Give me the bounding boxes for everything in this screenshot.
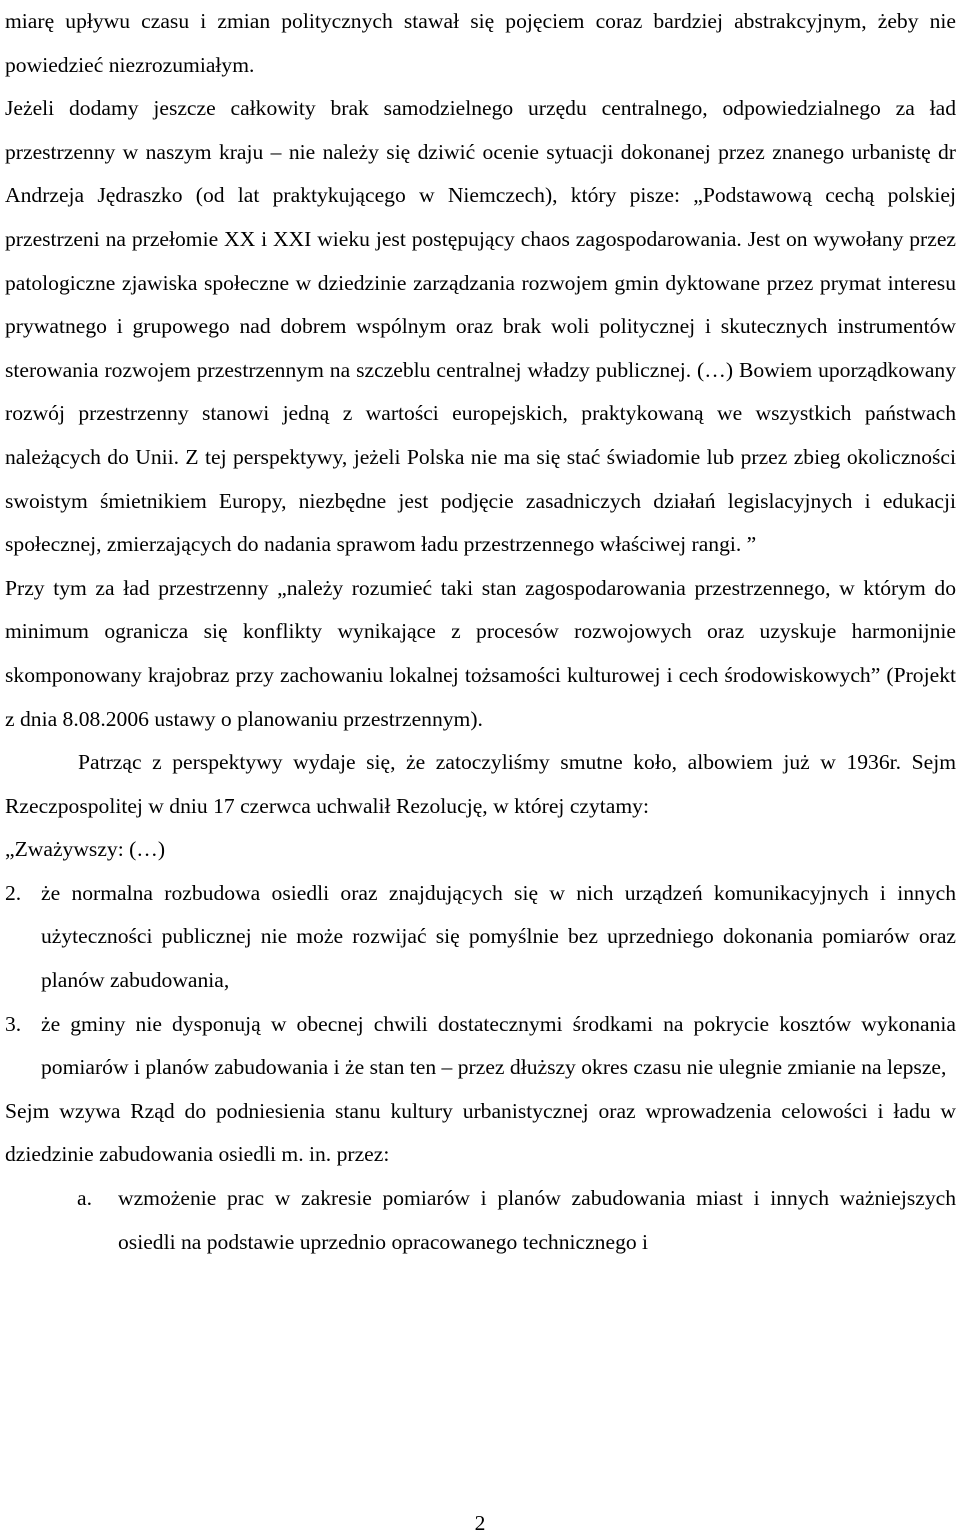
paragraph-spatial-order-definition: Przy tym za ład przestrzenny „należy rozumieć taki stan zagospodarowania przestrzennego, w którym do minimum ogranicza się konflikty wynikające z procesów rozwojowych oraz uzyskuje harmonijnie skomponowany krajobraz przy zachowaniu lokalnej tożsamości kulturowej i cech środowiskowych” (Projekt z dnia 8.08.2006 ustawy o planowaniu przestrzennym). (5, 575, 956, 731)
numbered-item-2 (5, 872, 956, 1003)
paragraph-considering: „Zważywszy: (…) (5, 837, 166, 862)
lettered-item-text: wzmożenie prac w zakresie pomiarów i planów zabudowania miast i innych ważniejszych osiedli na podstawie uprzednio opracowanego technicznego i (118, 1186, 956, 1254)
page-number: 2 (474, 1511, 486, 1535)
numbered-item-text: że normalna rozbudowa osiedli oraz znajdujących się w nich urządzeń komunikacyjnych i innych użyteczności publicznej nie może rozwijać się pomyślnie bez uprzedniego dokonania pomiarów oraz planów zabudowania, (41, 880, 956, 993)
numbered-item-marker: 3. (5, 1011, 22, 1036)
numbered-item-3 (5, 1003, 956, 1090)
numbered-item-marker: 2. (5, 880, 22, 905)
numbered-item-text: że gminy nie dysponują w obecnej chwili dostatecznymi środkami na pokrycie kosztów wykonania pomiarów i planów zabudowania i że stan ten – przez dłuższy okres czasu nie ulegnie zmianie na lepsze, (41, 1011, 956, 1080)
paragraph-quote-jedraszko: Jeżeli dodamy jeszcze całkowity brak samodzielnego urzędu centralnego, odpowiedzialnego za ład przestrzenny w naszym kraju – nie należy się dziwić ocenie sytuacji dokonanej przez znanego urbanistę dr Andrzeja Jędraszko (od lat praktykującego w Niemczech), który pisze: „Podstawową cechą polskiej przestrzeni na przełomie XX i XXI wieku jest postępujący chaos zagospodarowania. Jest on wywołany przez patologiczne zjawiska społeczne w dziedzinie zarządzania rozwojem gmin dyktowane przez prymat interesu prywatnego i grupowego nad dobrem wspólnym oraz brak woli politycznej i skutecznych instrumentów sterowania rozwojem przestrzennym na szczeblu centralnej władzy publicznej. (…) Bowiem uporządkowany rozwój przestrzenny stanowi jedną z wartości europejskich, praktykowaną we wszystkich państwach należących do Unii. Z tej perspektywy, jeżeli Polska nie ma się stać świadomie lub przez zbieg okoliczności swoistym śmietnikiem Europy, niezbędne jest podjęcie zasadniczych działań legislacyjnych i edukacji społecznej, zmierzających do nadania sprawom ładu przestrzennego właściwej rangi. ” (5, 96, 956, 557)
lettered-item-marker: a. (77, 1186, 92, 1211)
lettered-item-a (5, 1177, 956, 1264)
paragraph-1936-resolution: Patrząc z perspektywy wydaje się, że zatoczyliśmy smutne koło, albowiem już w 1936r. Sejm Rzeczpospolitej w dniu 17 czerwca uchwalił Rezolucję, w której czytamy: (5, 750, 956, 818)
paragraph-sejm-calls: Sejm wzywa Rząd do podniesienia stanu kultury urbanistycznej oraz wprowadzenia celowości i ładu w dziedzinie zabudowania osiedli m. in. przez: (5, 1098, 956, 1167)
document-page (5, 0, 956, 1264)
paragraph-intro: miarę upływu czasu i zmian politycznych stawał się pojęciem coraz bardziej abstrakcyjnym, żeby nie powiedzieć niezrozumiałym. (5, 9, 956, 77)
